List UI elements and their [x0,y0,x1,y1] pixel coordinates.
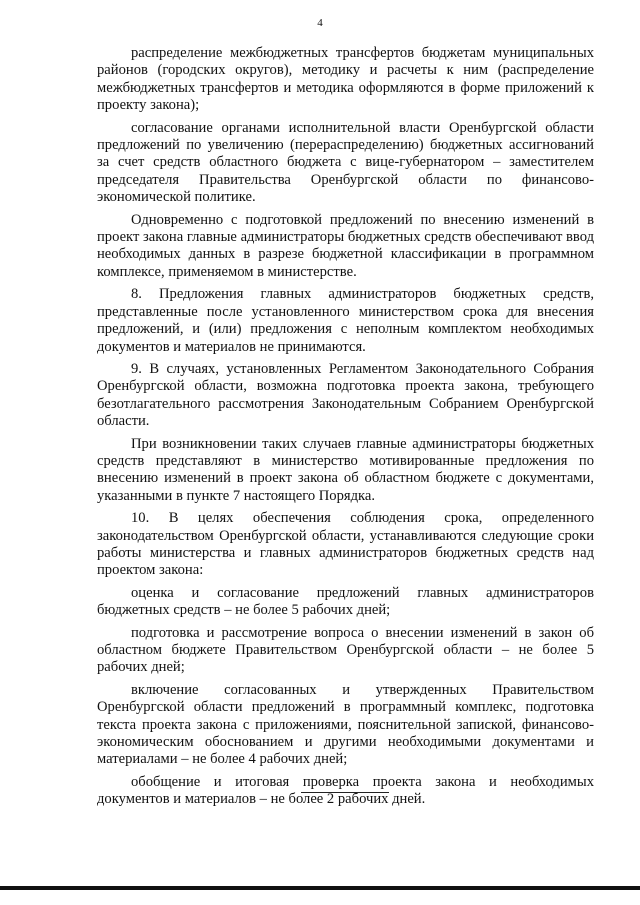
paragraph-deadline-government: подготовка и рассмотрение вопроса о внесении изменений в закон об областном бюджете Правительством Оренбургской области – не более 5 рабочих дней; [97,624,594,676]
paragraph-deadline-assessment: оценка и согласование предложений главных администраторов бюджетных средств – не более 5 рабочих дней; [97,584,594,619]
paragraph-item-8: 8. Предложения главных администраторов бюджетных средств, представленные после установленного министерством срока для внесения предложений, и (или) предложения с неполным комплектом необходимых документов и материалов не принимаются. [97,286,594,355]
document-body [97,45,594,814]
paragraph-approval: согласование органами исполнительной власти Оренбургской области предложений по увеличению (перераспределению) бюджетных ассигнований за счет средств областного бюджета с вице-губернатором – заместителем председателя Правительства Оренбургской области по финансово-экономической политике. [97,119,594,206]
paragraph-transfers: распределение межбюджетных трансфертов бюджетам муниципальных районов (городских округов), методику и расчеты к ним (распределение межбюджетных трансфертов и методика оформляются в форме приложений к проекту закона); [97,45,594,114]
paragraph-deadline-final-check: обобщение и итоговая проверка проекта закона и необходимых документов и материалов – не более 2 рабочих дней. [97,773,594,808]
paragraph-item-9: 9. В случаях, установленных Регламентом Законодательного Собрания Оренбургской области, возможна подготовка проекта закона, требующего безотлагательного рассмотрения Законодательным Собранием Оренбургской области. [97,360,594,430]
paragraph-data-entry: Одновременно с подготовкой предложений по внесению изменений в проект закона главные администраторы бюджетных средств обеспечивают ввод необходимых данных в разрезе бюджетной классификации в программном комплексе, применяемом в министерстве. [97,211,594,280]
paragraph-deadline-inclusion: включение согласованных и утвержденных Правительством Оренбургской области предложений в программный комплекс, подготовка текста проекта закона с приложениями, пояснительной запиской, финансово-экономическим обоснованием и другими необходимыми документами и материалами – не более 4 рабочих дней; [97,681,594,768]
page-number: 4 [317,17,323,29]
end-of-text-rule [301,792,389,793]
scan-bottom-edge [0,886,640,890]
paragraph-such-cases: При возникновении таких случаев главные администраторы бюджетных средств представляют в министерство мотивированные предложения по внесению изменений в проект закона об областном бюджете с документами, указанными в пункте 7 настоящего Порядка. [97,435,594,504]
paragraph-item-10: 10. В целях обеспечения соблюдения срока, определенного законодательством Оренбургской области, устанавливаются следующие сроки работы министерства и главных администраторов бюджетных средств над проектом закона: [97,510,594,579]
